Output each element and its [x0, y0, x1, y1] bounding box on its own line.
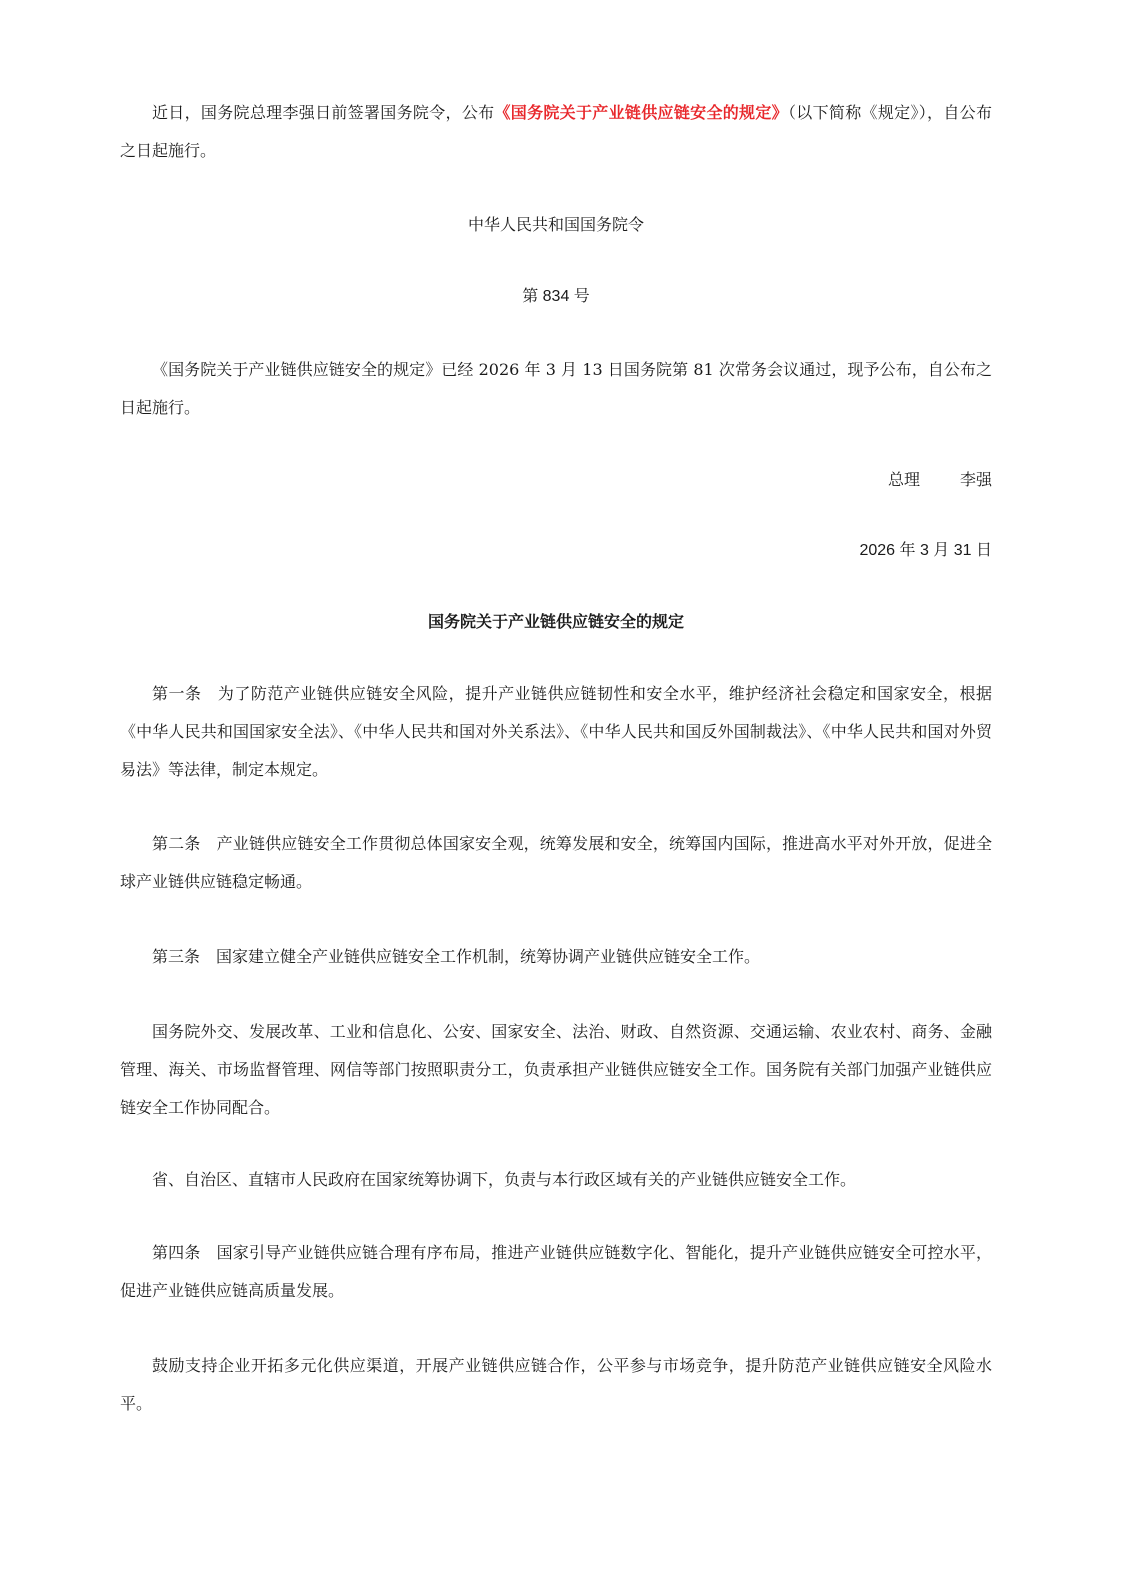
- article-1: 第一条 为了防范产业链供应链安全风险，提升产业链供应链韧性和安全水平，维护经济社会稳定和国家安全，根据《中华人民共和国国家安全法》、《中华人民共和国对外关系法》、《中华人民共和国反外国制裁法》、《中华人民共和国对外贸易法》等法律，制定本规定。: [120, 684, 992, 779]
- decree-body: 《国务院关于产业链供应链安全的规定》已经 2026 年 3 月 13 日国务院第 81 次常务会议通过，现予公布，自公布之日起施行。: [120, 360, 992, 417]
- regulation-title: 国务院关于产业链供应链安全的规定: [427, 612, 684, 631]
- article-4: 第四条 国家引导产业链供应链合理有序布局，推进产业链供应链数字化、智能化，提升产业链供应链安全可控水平，促进产业链供应链高质量发展。: [120, 1243, 992, 1300]
- article-3-para-2: 国务院外交、发展改革、工业和信息化、公安、国家安全、法治、财政、自然资源、交通运输、农业农村、商务、金融管理、海关、市场监督管理、网信等部门按照职责分工，负责承担产业链供应链安全工作。国务院有关部门加强产业链供应链安全工作协同配合。: [120, 1022, 992, 1117]
- regulation-title-link: 《国务院关于产业链供应链安全的规定》: [494, 103, 788, 122]
- article-2: 第二条 产业链供应链安全工作贯彻总体国家安全观，统筹发展和安全，统筹国内国际，推进高水平对外开放，促进全球产业链供应链稳定畅通。: [120, 834, 992, 891]
- intro-text-after: （以下简称《规定》），自公布之日起施行。: [120, 103, 992, 160]
- article-4-para-2: 鼓励支持企业开拓多元化供应渠道，开展产业链供应链合作，公平参与市场竞争，提升防范产业链供应链安全风险水平。: [120, 1356, 992, 1413]
- decree-number: 第 834 号: [522, 288, 590, 305]
- intro-text-before: 近日，国务院总理李强日前签署国务院令，公布: [152, 103, 495, 122]
- signer-name: 李强: [959, 470, 992, 489]
- signer-title: 总理: [887, 470, 920, 489]
- decree-date: 2026 年 3 月 31 日: [859, 542, 992, 559]
- decree-heading: 中华人民共和国国务院令: [467, 215, 644, 234]
- intro-paragraph: [120, 94, 992, 170]
- article-3: 第三条 国家建立健全产业链供应链安全工作机制，统筹协调产业链供应链安全工作。: [152, 947, 761, 966]
- signature-line: [120, 461, 992, 499]
- article-3-para-3: 省、自治区、直辖市人民政府在国家统筹协调下，负责与本行政区域有关的产业链供应链安全工作。: [152, 1170, 857, 1189]
